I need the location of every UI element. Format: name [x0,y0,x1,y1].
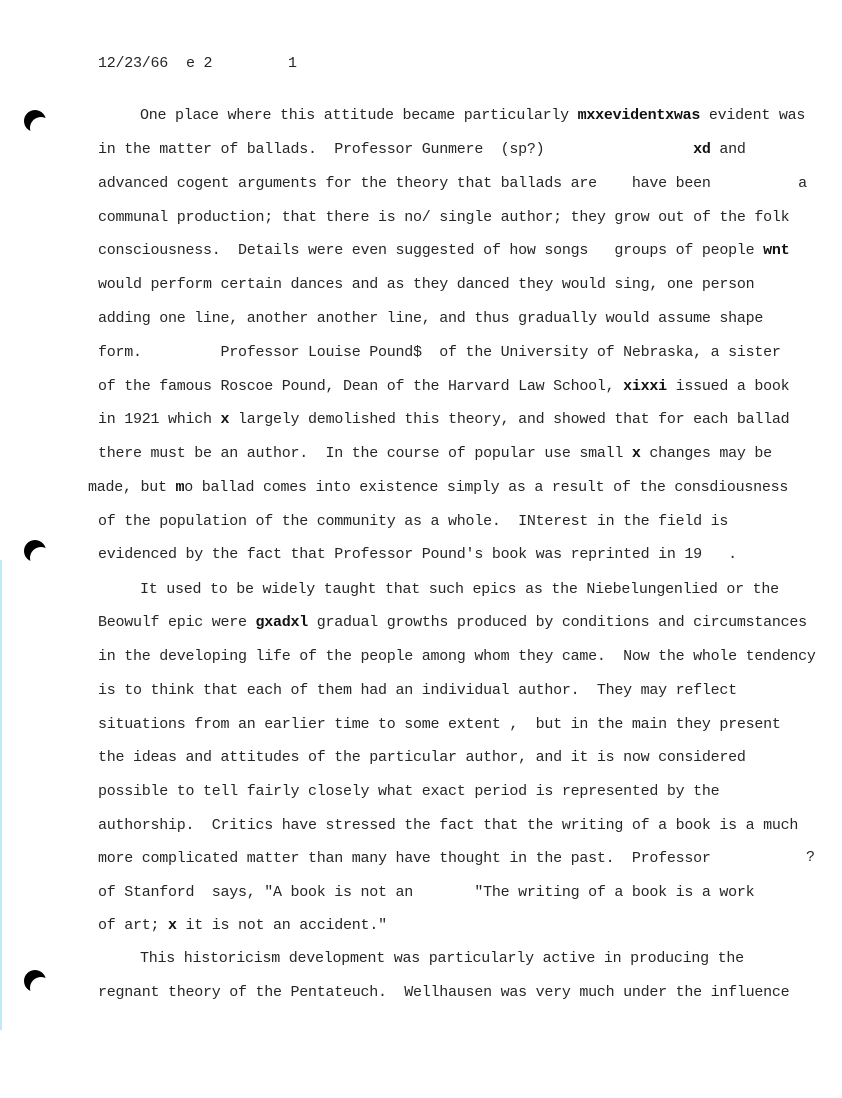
line-text: in 1921 which [98,411,221,428]
text-line [98,614,807,632]
line-text: This historicism development was particularly active in producing the [140,950,744,967]
text-line [88,479,788,497]
line-text: gradual growths produced by conditions and circumstances [308,614,807,631]
header-date: 12/23/66 [98,55,169,72]
line-text: communal production; that there is no/ single author; they grow out of the folk [98,209,790,226]
line-text: possible to tell fairly closely what exact period is represented by the [98,783,720,800]
line-text: It used to be widely taught that such epics as the Niebelungenlied or the [140,581,779,598]
text-line [98,850,711,868]
strikeover-text: x [168,917,177,934]
text-line [98,546,737,564]
line-text: of the famous Roscoe Pound, Dean of the Harvard Law School, [98,378,624,395]
line-text: regnant theory of the Pentateuch. Wellhausen was very much under the influence [98,984,790,1001]
line-text: issued a book [666,378,790,395]
strikeover-text: xd [693,141,711,158]
line-text: more complicated matter than many have thought in the past. Professor [98,850,711,867]
page-edge-mark [0,560,2,1030]
line-text: would perform certain dances and as they danced they would sing, one person [98,276,755,293]
line-text: advanced cogent arguments for the theory that ballads are have been a [98,175,807,192]
line-text: largely demolished this theory, and showed that for each ballad [229,411,790,428]
line-text: in the developing life of the people among whom they came. Now the whole tendency [98,648,816,665]
line-text: of Stanford says, "A book is not an "The writing of a book is a work [98,884,755,901]
line-text: Beowulf epic were [98,614,256,631]
line-text: authorship. Critics have stressed the fact that the writing of a book is a much [98,817,799,834]
text-line [98,917,387,935]
text-line [98,344,781,362]
line-text: and [710,141,746,158]
line-text: it is not an accident." [176,917,387,934]
text-line [98,884,754,902]
text-line [98,783,719,801]
line-text: is to think that each of them had an individual author. They may reflect [98,682,737,699]
line-text: One place where this attitude became particularly [140,107,578,124]
line-text: of art; [98,917,169,934]
margin-note: ? [806,849,815,866]
line-text: evidenced by the fact that Professor Pound's book was reprinted in 19 . [98,546,737,563]
punch-hole [24,970,46,992]
strikeover-text: mxxevidentxwas [577,107,701,124]
line-text: of the population of the community as a whole. INterest in the field is [98,513,729,530]
strikeover-text: m [175,479,185,496]
line-text: adding one line, another another line, and thus gradually would assume shape [98,310,764,327]
line-text: the ideas and attitudes of the particular author, and it is now considered [98,749,746,766]
header-code: e 2 [186,55,213,72]
line-text: changes may be [640,445,772,462]
text-line [98,445,772,463]
line-text: form. Professor Louise Pound$ of the University of Nebraska, a sister [98,344,781,361]
text-line [98,276,754,294]
punch-hole [24,540,46,562]
strikeover-text: wnt [763,242,790,259]
line-text: consciousness. Details were even suggested of how songs groups of people [98,242,764,259]
line-text: made, but [88,479,176,496]
line-text: there must be an author. In the course of popular use small [98,445,632,462]
text-line [98,175,807,193]
text-line [98,682,737,700]
text-line [98,141,746,159]
strikeover-text: gxadxl [255,614,309,631]
text-line [140,107,805,125]
strikeover-text: xixxi [623,378,667,395]
text-line [98,817,798,835]
strikeover-text: x [631,445,641,462]
header-page-number: 1 [288,55,297,72]
line-text: evident was [700,107,806,124]
text-line [98,242,789,260]
line-text: o ballad comes into existence simply as a result of the consdiousness [184,479,789,496]
line-text: situations from an earlier time to some extent , but in the main they present [98,716,781,733]
text-line [98,378,789,396]
strikeover-text: x [220,411,230,428]
text-line [98,984,789,1002]
text-line [98,310,763,328]
text-line [98,749,746,767]
text-line [98,209,789,227]
line-text: in the matter of ballads. Professor Gunmere (sp?) [98,141,694,158]
text-line [98,648,816,666]
punch-hole [24,110,46,132]
text-line [98,513,728,531]
text-line [98,716,781,734]
text-line [140,950,744,968]
text-line [140,581,779,599]
text-line [98,411,789,429]
